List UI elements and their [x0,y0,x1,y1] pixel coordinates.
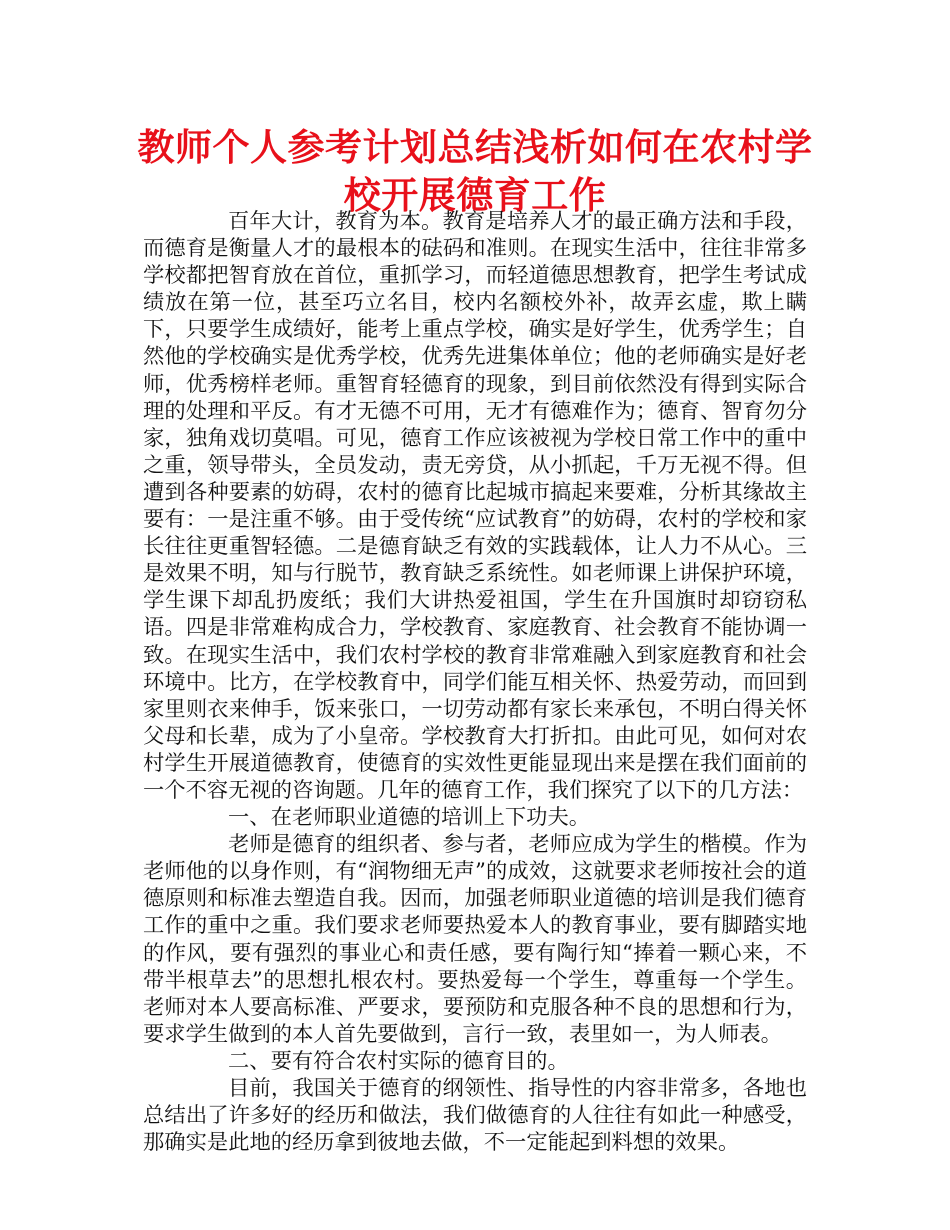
title-line-2: 校开展德育工作 [343,174,607,217]
paragraph-section-1: 老师是德育的组织者、参与者，老师应成为学生的楷模。作为老师他的以身作则，有“润物细无声”的成效，这就要求老师按社会的道德原则和标准去塑造自我。因而，加强老师职业道德的培训是我们德育工作的重中之重。我们要求老师要热爱本人的教育事业，要有脚踏实地的作风，要有强烈的事业心和责任感，要有陶行知“捧着一颗心来，不带半根草去”的思想扎根农村。要热爱每一个学生，尊重每一个学生。老师对本人要高标准、严要求，要预防和克服各种不良的思想和行为，要求学生做到的本人首先要做到，言行一致，表里如一，为人师表。 [143,832,807,1047]
document-title [0,124,950,220]
section-heading-1: 一、在老师职业道德的培训上下功夫。 [228,805,591,831]
paragraph-section-2: 目前，我国关于德育的纲领性、指导性的内容非常多，各地也总结出了许多好的经历和做法，我们做德育的人往往有如此一种感受，那确实是此地的经历拿到彼地去做，不一定能起到料想的效果。 [143,1076,807,1156]
section-heading-2: 二、要有符合农村实际的德育目的。 [228,1048,569,1074]
document-body [143,208,807,1156]
title-line-1: 教师个人参考计划总结浅析如何在农村学 [137,126,813,169]
paragraph-intro: 百年大计，教育为本。教育是培养人才的最正确方法和手段，而德育是衡量人才的最根本的砝码和准则。在现实生活中，往往非常多学校都把智育放在首位，重抓学习，而轻道德思想教育，把学生考试成绩放在第一位，甚至巧立名目，校内名额校外补，故弄玄虚，欺上瞒下，只要学生成绩好，能考上重点学校，确实是好学生，优秀学生；自然他的学校确实是优秀学校，优秀先进集体单位；他的老师确实是好老师，优秀榜样老师。重智育轻德育的现象，到目前依然没有得到实际合理的处理和平反。有才无德不可用，无才有德难作为；德育、智育勿分家，独角戏切莫唱。可见，德育工作应该被视为学校日常工作中的重中之重，领导带头，全员发动，责无旁贷，从小抓起，千万无视不得。但遭到各种要素的妨碍，农村的德育比起城市搞起来要难，分析其缘故主要有：一是注重不够。由于受传统“应试教育”的妨碍，农村的学校和家长往往更重智轻德。二是德育缺乏有效的实践载体，让人力不从心。三是效果不明，知与行脱节，教育缺乏系统性。如老师课上讲保护环境，学生课下却乱扔废纸；我们大讲热爱祖国，学生在升国旗时却窃窃私语。四是非常难构成合力，学校教育、家庭教育、社会教育不能协调一致。在现实生活中，我们农村学校的教育非常难融入到家庭教育和社会环境中。比方，在学校教育中，同学们能互相关怀、热爱劳动，而回到家里则衣来伸手，饭来张口，一切劳动都有家长来承包，不明白得关怀父母和长辈，成为了小皇帝。学校教育大打折扣。由此可见，如何对农村学生开展道德教育，使德育的实效性更能显现出来是摆在我们面前的一个不容无视的咨询题。几年的德育工作，我们探究了以下的几方法： [143,209,807,803]
